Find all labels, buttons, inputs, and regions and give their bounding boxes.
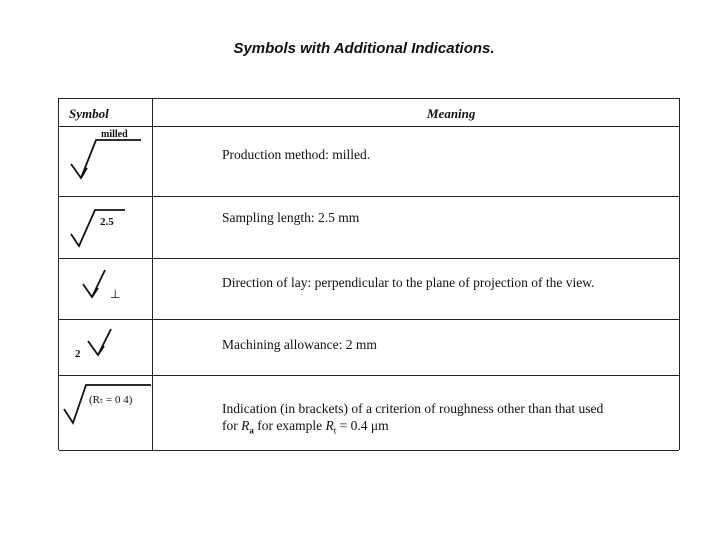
symbol-sampling-length bbox=[59, 196, 152, 258]
header-meaning: Meaning bbox=[427, 106, 476, 121]
meaning-text: Machining allowance: 2 mm bbox=[222, 337, 377, 352]
meaning-text: Direction of lay: perpendicular to the plane of projection of the view. bbox=[222, 275, 595, 290]
page-title: Symbols with Additional Indications. bbox=[233, 40, 495, 57]
ra-subscript: a bbox=[249, 425, 254, 436]
meaning-text: Sampling length: 2.5 mm bbox=[222, 210, 360, 225]
rt-subscript: t bbox=[333, 425, 337, 436]
symbol-label: 2 bbox=[75, 348, 81, 360]
symbol-label: milled bbox=[101, 129, 128, 140]
meaning-part: for bbox=[222, 418, 242, 433]
symbol-direction-of-lay bbox=[59, 258, 152, 319]
symbol-roughness-criterion bbox=[59, 375, 152, 450]
meaning-text: Production method: milled. bbox=[222, 147, 371, 162]
meaning-text-line-2 bbox=[222, 418, 389, 436]
rt-symbol: R bbox=[325, 418, 334, 433]
meaning-part: for example bbox=[253, 418, 326, 433]
symbol-label: (Rₜ = 0 4) bbox=[89, 394, 133, 406]
symbol-label: 2.5 bbox=[100, 216, 114, 228]
header-symbol: Symbol bbox=[69, 106, 109, 121]
symbol-machining-allowance bbox=[59, 319, 152, 375]
symbol-milled bbox=[59, 126, 152, 196]
symbols-table bbox=[58, 98, 680, 450]
ra-symbol: R bbox=[241, 418, 250, 433]
meaning-part: = 0.4 μm bbox=[336, 418, 389, 433]
table-bottom-border bbox=[59, 450, 679, 451]
symbol-label: ⊥ bbox=[110, 287, 121, 301]
column-divider bbox=[152, 98, 153, 450]
meaning-text-line-1: Indication (in brackets) of a criterion of roughness other than that used bbox=[222, 401, 604, 416]
